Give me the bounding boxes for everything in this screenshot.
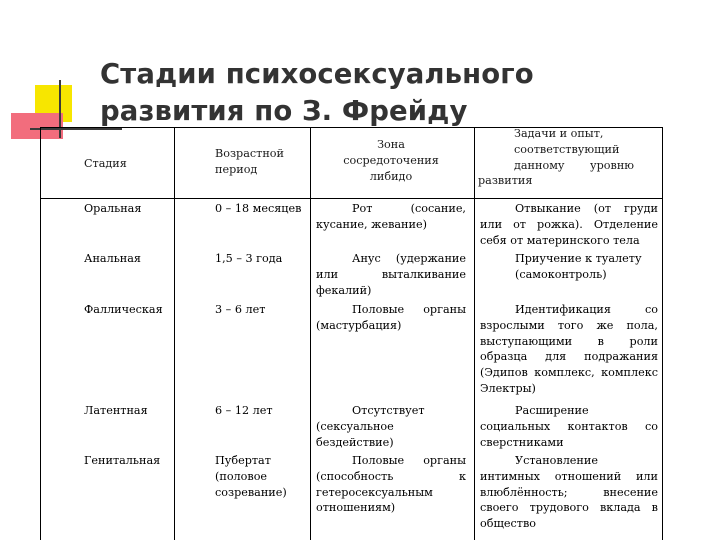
table-row-3-zone: Половые органы (мастурбация)	[316, 303, 466, 332]
table-row-5-tasks: Установление интимных отношений или влюблённость; внесение своего трудового вклада в общество	[480, 454, 658, 531]
table-border-left	[40, 127, 41, 540]
table-row-5-age-line: созревание)	[215, 485, 287, 499]
header-stage: Стадия	[84, 157, 127, 170]
table-row-4-stage: Латентная	[84, 404, 148, 417]
table-row-2-stage: Анальная	[84, 252, 141, 265]
table-row-1-zone: Рот (сосание, кусание, жевание)	[316, 202, 466, 231]
table-border-right	[662, 127, 663, 540]
column-divider-1	[174, 127, 175, 540]
header-tasks-line: соответствующий	[514, 142, 620, 156]
slide-title-line-1: Стадии психосексуального	[100, 58, 534, 90]
table-row-5-zone: Половые органы (способность к гетеросексуальным отношениям)	[316, 454, 466, 515]
table-row-5-age-line: (половое	[215, 469, 268, 483]
table-row-1-tasks: Отвыкание (от груди или от рожка). Отделение себя от материнского тела	[480, 202, 658, 247]
table-row-1-age: 0 – 18 месяцев	[215, 202, 302, 215]
header-age	[215, 146, 307, 178]
column-divider-3	[474, 127, 475, 540]
slide-title-line-2: развития по З. Фрейду	[100, 95, 468, 127]
slide-title	[100, 56, 534, 130]
header-zone-line: Зона	[377, 138, 405, 151]
header-zone	[314, 137, 468, 184]
header-tasks-line: данному уровню	[514, 158, 635, 172]
table-row-2-zone: Анус (удержание или выталкивание фекалий)	[316, 252, 466, 297]
stages-table	[40, 127, 663, 540]
table-row-4-age: 6 – 12 лет	[215, 404, 273, 417]
table-row-3-stage: Фаллическая	[84, 303, 163, 316]
header-separator	[40, 198, 663, 199]
table-row-2-tasks: Приучение к туалету (самоконтроль)	[515, 252, 642, 281]
table-row-2-age: 1,5 – 3 года	[215, 252, 283, 265]
table-row-5-stage: Генитальная	[84, 454, 161, 467]
table-row-3-tasks: Идентификация со взрослыми того же пола, выступающими в роли образца для подражания (Эдипов комплекс, комплекс Электры)	[480, 303, 658, 395]
table-row-5-age-line: Пубертат	[215, 454, 271, 467]
table-row-1-stage: Оральная	[84, 202, 142, 215]
table-row-4-zone: Отсутствует (сексуальное бездействие)	[316, 404, 425, 449]
table-row-4-tasks: Расширение социальных контактов со сверстниками	[480, 404, 658, 449]
header-tasks-line: Задачи и опыт,	[514, 127, 604, 140]
header-tasks-line: развития	[478, 174, 533, 188]
header-zone-line: либидо	[369, 169, 413, 183]
header-age-line: Возрастной	[215, 147, 284, 160]
table-row-5-age	[215, 453, 311, 500]
header-tasks	[478, 126, 658, 189]
header-zone-line: сосредоточения	[343, 153, 439, 167]
table-row-3-age: 3 – 6 лет	[215, 303, 266, 316]
header-age-line: период	[215, 162, 258, 176]
